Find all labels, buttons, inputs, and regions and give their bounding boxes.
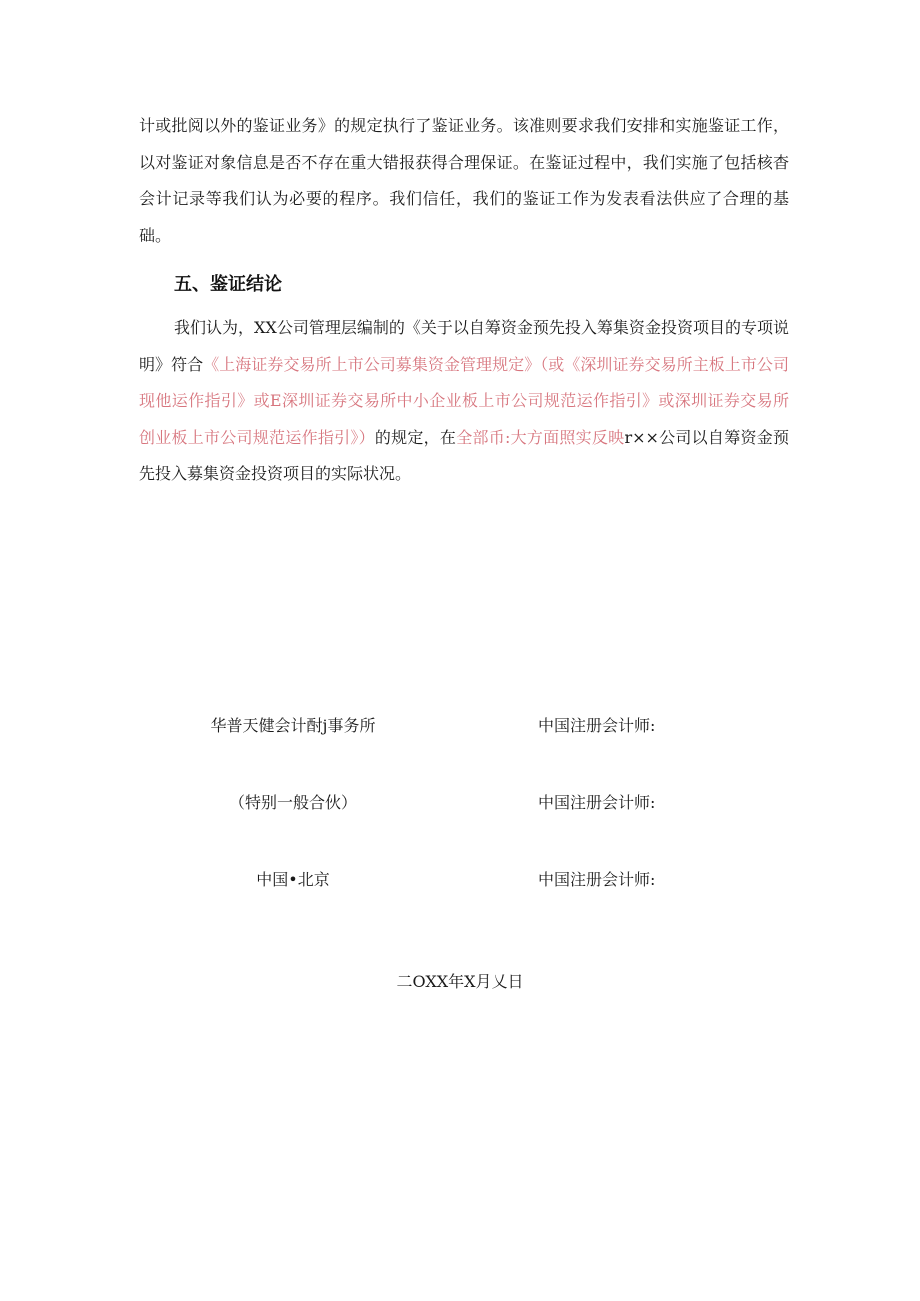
cpa-signature-label-3: 中国注册会计师: [538,870,656,889]
firm-type: （特别一般合伙） [228,793,357,812]
paragraph-verification-basis: 计或批阅以外的鉴证业务》的规定执行了鉴证业务。该准则要求我们安排和实施鉴证工作，以对鉴证对象信息是否不存在重大错报获得合理保证。在鉴证过程中，我们实施了包括核杳会计记录等我们认为必要的程序。我们信任，我们的鉴证工作为发表看法供应了合理的基础。 [139,116,789,245]
firm-name: 华普天健会计酎j事务所 [210,716,376,735]
conclusion-text-2: 的规定，在 [374,427,457,447]
cpa-signature-label-2: 中国注册会计师: [538,793,656,812]
firm-location: 中国•北京 [256,870,330,889]
conclusion-text-3: r××公司以自筹资金预先投入募集资金投资项目的实际状况。 [139,427,789,483]
conclusion-text-1: 我们认为，XX公司管理层编制的《关于以自筹资金预先投入筹集资金投资项目的专项说明》符合 [139,318,789,374]
section-heading-conclusion: 五、鉴证结论 [174,274,282,295]
fairly-reflect-phrase: 全部币:大方面照实反映 [456,427,625,447]
cpa-signature-label-1: 中国注册会计师: [538,716,656,735]
regulation-reference: 《上海证券交易所上市公司募集资金管理规定》（或《深圳证券交易所主板上市公司现他运作指引》或E深圳证券交易所中小企业板上市公司规范运作指引》或深圳证券交易所创业板上市公司规范运作指引》） [139,354,789,447]
report-date: 二OXX年X月乂日 [396,972,524,991]
paragraph-conclusion [139,310,789,493]
